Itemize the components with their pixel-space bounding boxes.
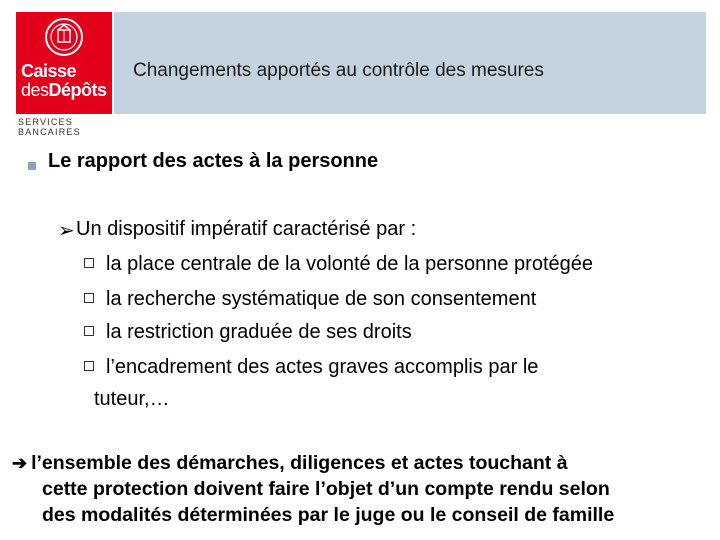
page-title: Changements apportés au contrôle des mesures — [133, 60, 544, 81]
logo-subline2: BANCAIRES — [18, 127, 81, 137]
logo-line2 — [21, 81, 107, 100]
checkbox-bullet-icon — [84, 293, 94, 303]
list-item — [84, 253, 593, 276]
square-bullet-icon — [28, 162, 36, 170]
checkbox-bullet-icon — [84, 258, 94, 268]
conclusion-paragraph — [12, 450, 702, 528]
list-item — [84, 321, 412, 344]
conclusion-line3: des modalités déterminées par le juge ou le conseil de famille — [42, 504, 615, 526]
conclusion-line1: l’ensemble des démarches, diligences et actes touchant à — [31, 452, 568, 474]
arrow-bullet-icon: ➢ — [58, 220, 75, 242]
list-item — [84, 356, 538, 379]
conclusion-line2: cette protection doivent faire l’objet d’un compte rendu selon — [42, 478, 610, 500]
logo-line2-prefix: des — [21, 80, 49, 100]
seal-icon — [42, 16, 86, 62]
logo-line2-main: Dépôts — [48, 80, 107, 100]
checkbox-bullet-icon — [84, 361, 94, 371]
list-item — [84, 288, 536, 311]
list-item-text: la place centrale de la volonté de la personne protégée — [106, 253, 594, 275]
list-item-text: la recherche systématique de son consentement — [106, 288, 537, 310]
sub-heading: Un dispositif impératif caractérisé par : — [76, 218, 417, 240]
checkbox-bullet-icon — [84, 326, 94, 336]
brand-logo — [16, 12, 112, 114]
section-heading: Le rapport des actes à la personne — [48, 150, 379, 172]
list-item-text: l’encadrement des actes graves accomplis par le — [106, 356, 539, 378]
logo-text — [21, 62, 107, 100]
logo-subtitle — [18, 117, 114, 137]
logo-line1: Caisse — [21, 61, 77, 81]
right-arrow-icon: ➔ — [12, 453, 28, 473]
list-item-continuation: tuteur,… — [94, 388, 170, 410]
conclusion-line — [12, 450, 702, 476]
logo-subline1: SERVICES — [18, 117, 73, 127]
list-item-text: la restriction graduée de ses droits — [106, 321, 412, 343]
